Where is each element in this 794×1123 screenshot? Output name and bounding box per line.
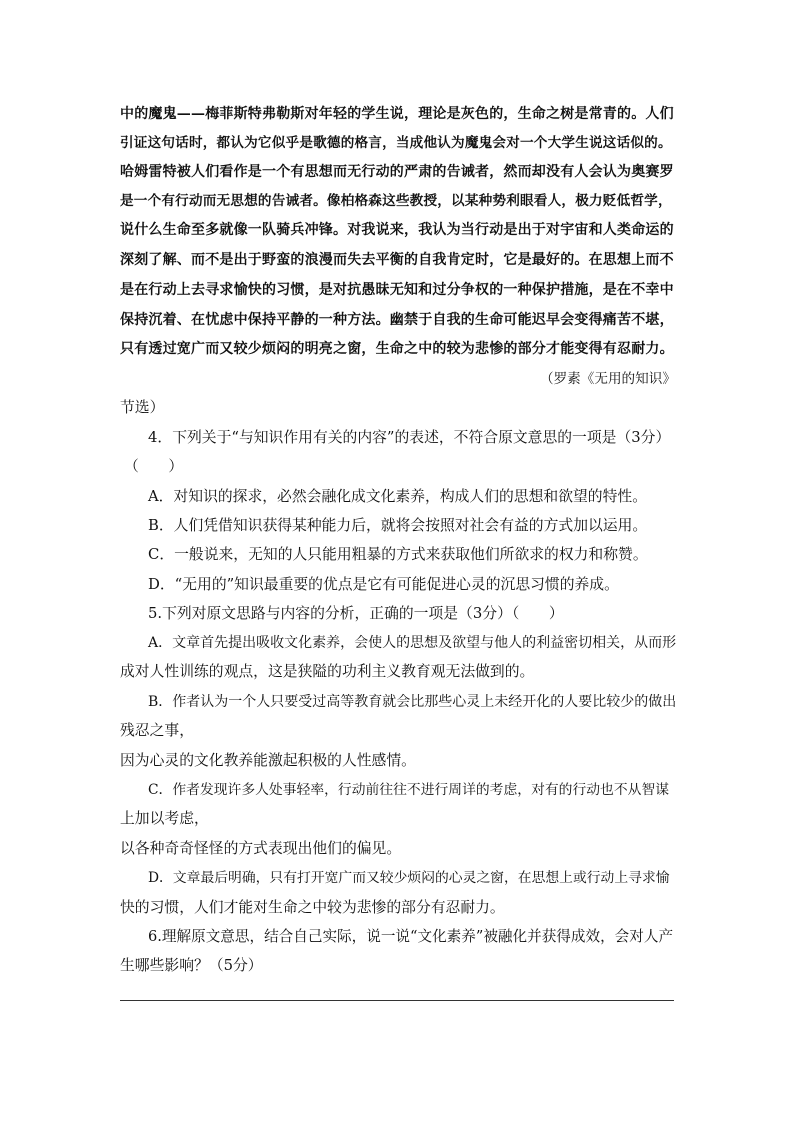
q5-option-d-line-2: 快的习惯，人们才能对生命之中较为悲惨的部分有忍耐力。: [120, 899, 505, 916]
passage-source: （罗素《无用的知识》: [540, 371, 676, 387]
passage-line-3: 哈姆雷特被人们看作是一个有思想而无行动的严肃的告诫者，然而却没有人会认为奥赛罗: [120, 164, 674, 180]
passage-line-1: 中的魔鬼——梅菲斯特弗勒斯对年轻的学生说，理论是灰色的，生命之树是常青的。人们: [120, 106, 674, 122]
q5-option-b-line-3: 因为心灵的文化教养能激起积极的人性感情。: [120, 752, 416, 769]
q5-option-b-line-2: 残忍之事，: [120, 722, 194, 739]
q4-option-a: A．对知识的探求，必然会融化成文化素养，构成人们的思想和欲望的特性。: [148, 488, 647, 505]
passage-source-cont: 节选）: [120, 399, 165, 416]
q6-stem-line-1: 6.理解原文意思，结合自己实际，说一说“文化素养”被融化并获得成效，会对人产: [148, 928, 674, 945]
q5-option-b-line-1: B．作者认为一个人只要受过高等教育就会比那些心灵上未经开化的人要比较少的做出: [148, 694, 677, 710]
answer-line[interactable]: [120, 1000, 674, 1001]
passage-line-4: 是一个有行动而无思想的告诫者。像柏格森这些教授，以某种势利眼看人，极力贬低哲学，: [120, 193, 672, 209]
passage-line-7: 是在行动上去寻求愉快的习惯，是对抗愚昧无知和过分争权的一种保护措施，是在不幸中: [120, 282, 674, 298]
q6-stem-line-2: 生哪些影响？（5分）: [120, 957, 263, 974]
passage-line-5: 说什么生命至多就像一队骑兵冲锋。对我说来，我认为当行动是出于对宇宙和人类命运的: [120, 222, 674, 238]
q5-option-a-line-1: A．文章首先提出吸收文化素养，会使人的思想及欲望与他人的利益密切相关，从而形: [148, 635, 677, 651]
passage-line-9: 只有透过宽广而又较少烦闷的明亮之窗，生命之中的较为悲惨的部分才能变得有忍耐力。: [120, 341, 674, 357]
q4-option-d: D．“无用的”知识最重要的优点是它有可能促进心灵的沉思习惯的养成。: [148, 576, 619, 593]
q5-option-d-line-1: D．文章最后明确，只有打开宽广而又较少烦闷的心灵之窗，在思想上或行动上寻求愉: [148, 870, 670, 886]
q5-stem: 5.下列对原文思路与内容的分析，正确的一项是（3分）（ ）: [148, 605, 564, 622]
q5-option-a-line-2: 成对人性训练的观点，这是狭隘的功利主义教育观无法做到的。: [120, 663, 535, 680]
passage-line-2: 引证这句话时，都认为它似乎是歌德的格言，当成他认为魔鬼会对一个大学生说这话似的。: [120, 135, 672, 151]
q5-option-c-line-1: C．作者发现许多人处事轻率，行动前往往不进行周详的考虑，对有的行动也不从智谋: [148, 782, 670, 798]
passage-line-8: 保持沉着、在忧虑中保持平静的一种方法。幽禁于自我的生命可能迟早会变得痛苦不堪，: [120, 312, 674, 328]
q4-option-c: C．一般说来，无知的人只能用粗暴的方式来获取他们所欲求的权力和称赞。: [148, 546, 648, 563]
q4-stem: 4．下列关于“与知识作用有关的内容”的表述，不符合原文意思的一项是（3分）: [148, 429, 671, 446]
q5-option-c-line-2: 上加以考虑，: [120, 810, 209, 827]
passage-line-6: 深刻了解、而不是出于野蛮的浪漫而失去平衡的自我肯定时，它是最好的。在思想上而不: [120, 252, 674, 268]
q4-answer-blank[interactable]: （ ）: [124, 458, 184, 475]
q4-option-b: B．人们凭借知识获得某种能力后，就将会按照对社会有益的方式加以运用。: [148, 517, 648, 534]
q5-option-c-line-3: 以各种奇奇怪怪的方式表现出他们的偏见。: [120, 840, 402, 857]
